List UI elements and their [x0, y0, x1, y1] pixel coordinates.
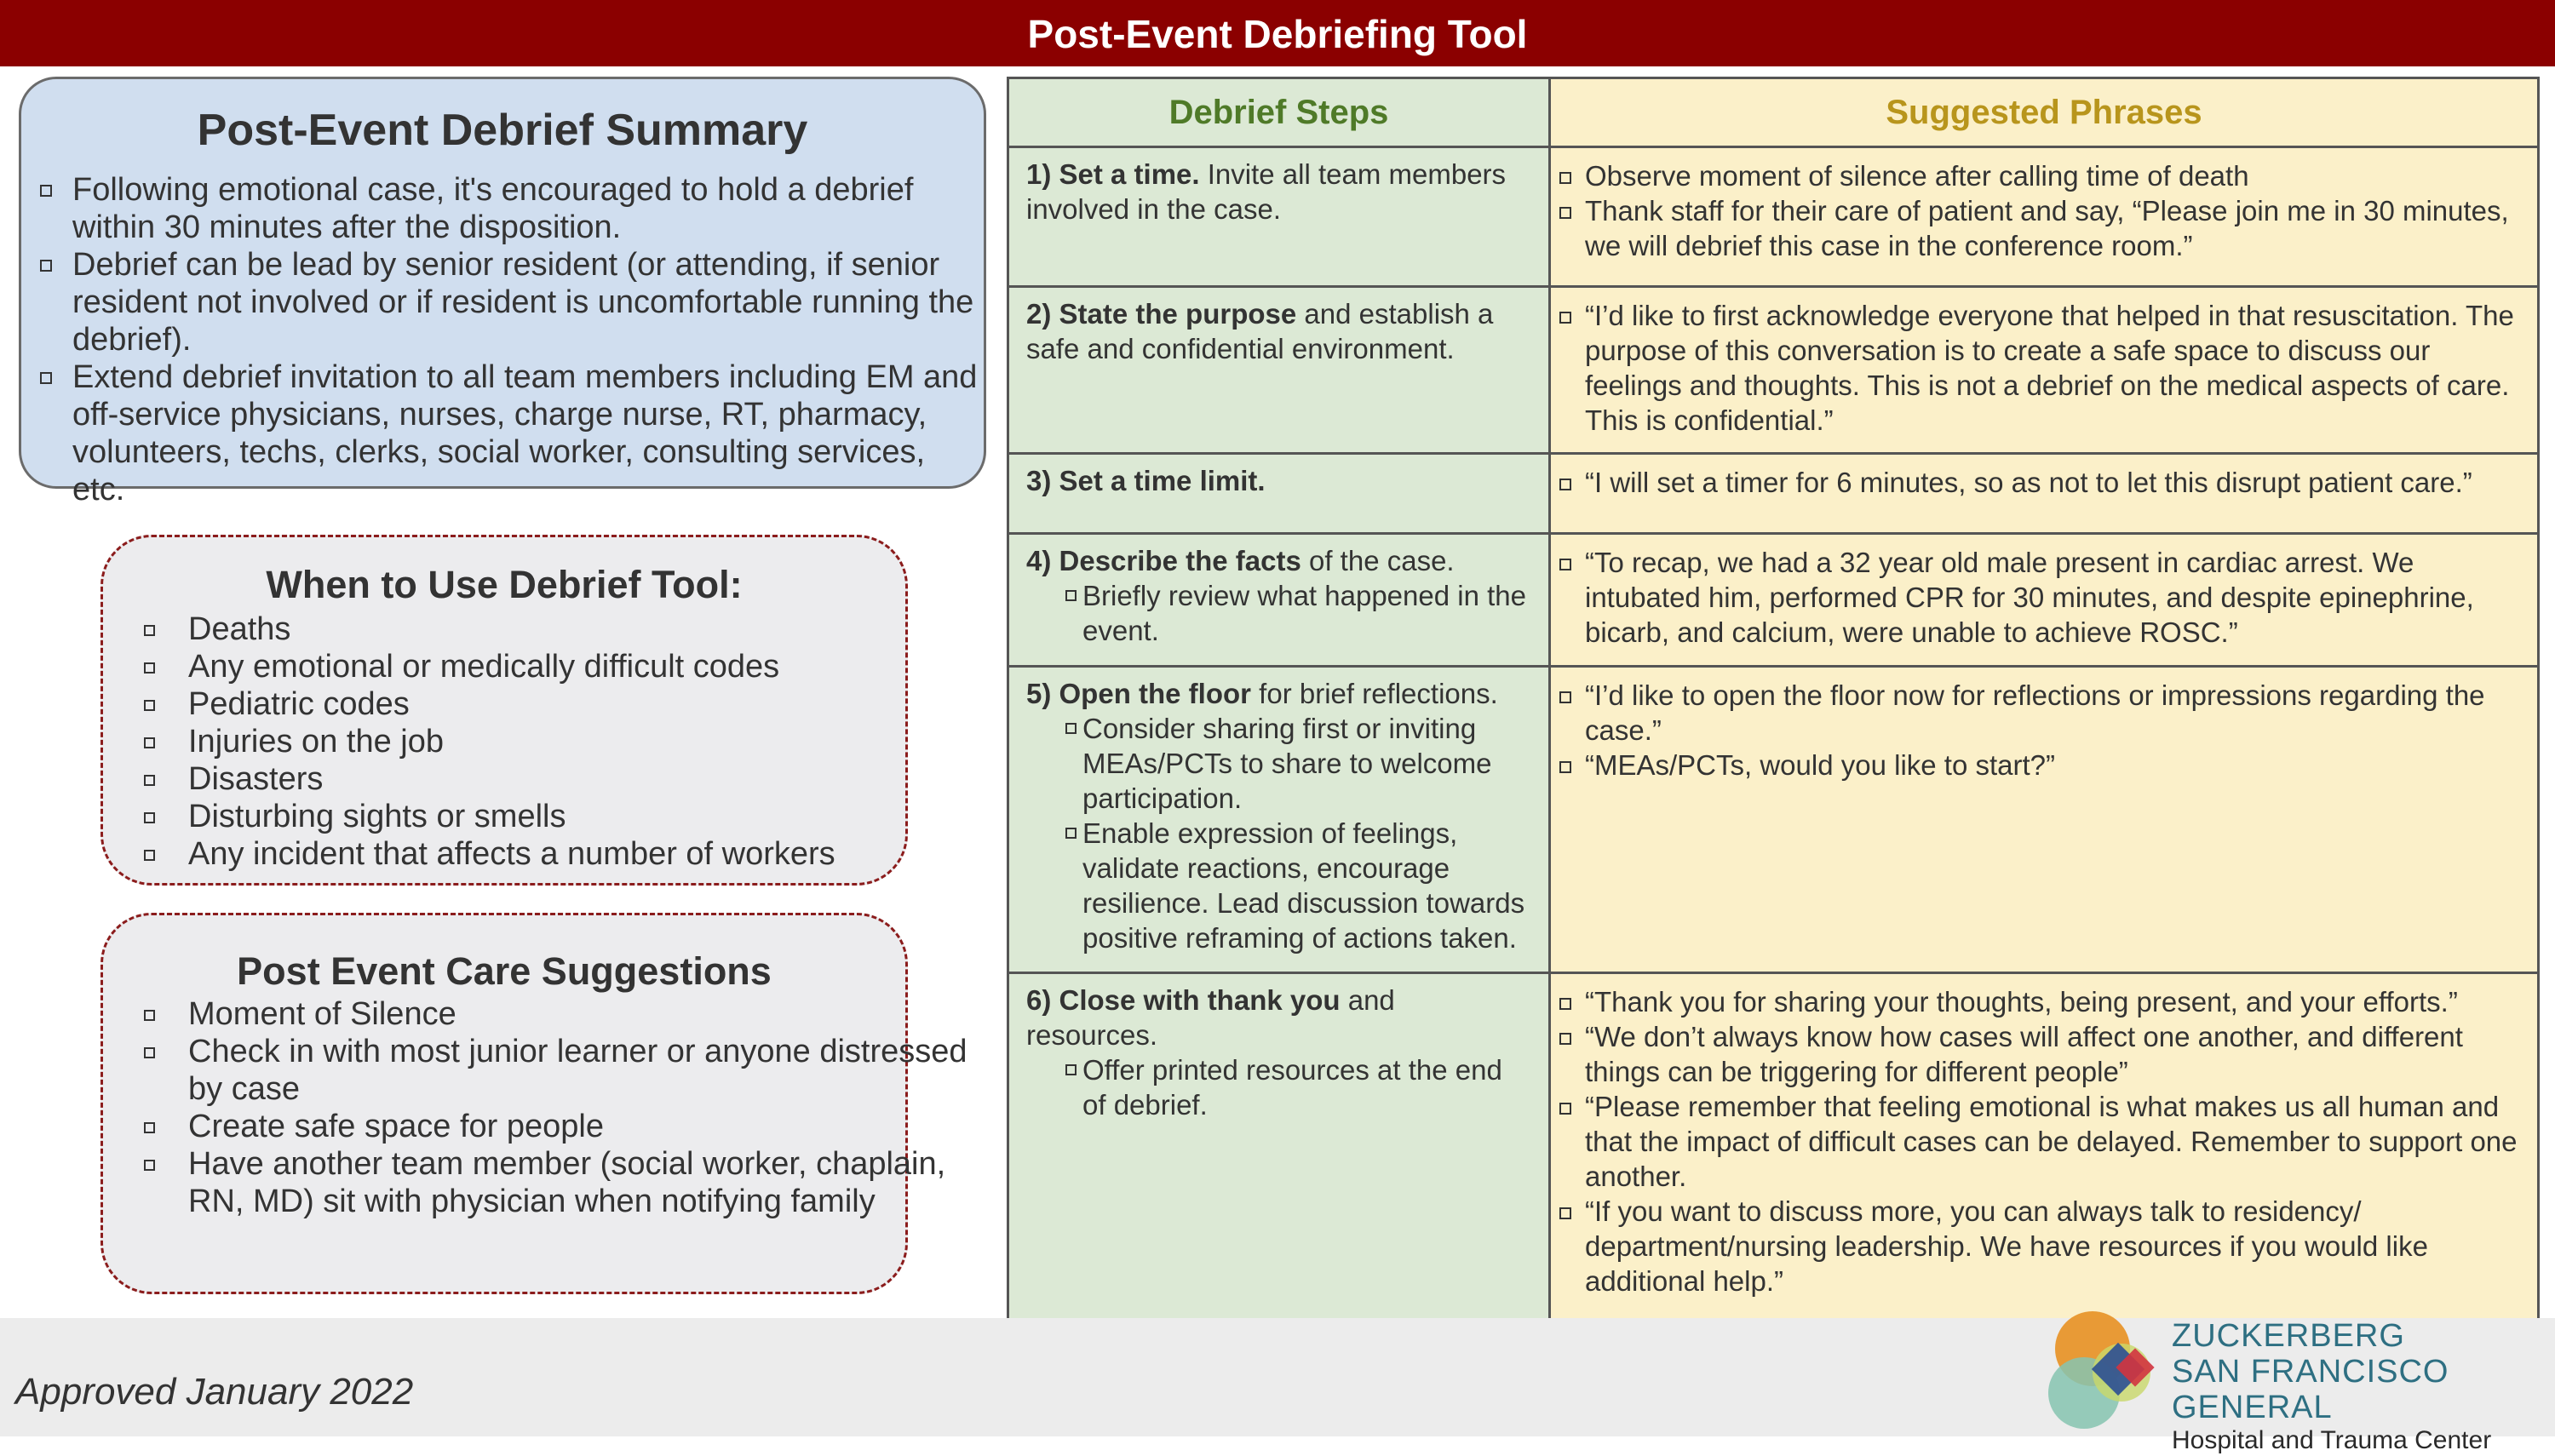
summary-heading: Post-Event Debrief Summary [197, 106, 808, 155]
checkbox-icon [144, 1047, 155, 1058]
list-item: Create safe space for people [188, 1108, 972, 1145]
steps-header: Debrief Steps [1008, 78, 1550, 147]
table-row [1008, 534, 2539, 667]
summary-item: Following emotional case, it's encouraged to hold a debrief within 30 minutes after the disposition. [72, 171, 979, 246]
step-cell [1008, 287, 1550, 454]
table-row [1008, 147, 2539, 287]
phrase-item: “If you want to discuss more, you can always talk to residency/ department/nursing leadership. We have resources if you would like additional help.” [1559, 1194, 2527, 1298]
step-text: and establish a safe and confidential environment. [1026, 298, 1494, 364]
step-text: of the case. [1300, 545, 1455, 576]
step-cell [1008, 667, 1550, 973]
checkbox-icon [1559, 1103, 1571, 1115]
summary-item: Debrief can be lead by senior resident (or attending, if senior resident not involved or if resident is uncomfortable running the debrief). [72, 246, 979, 358]
step-cell [1008, 534, 1550, 667]
step-cell [1008, 973, 1550, 1324]
phrase-cell [1550, 454, 2539, 534]
step-title: 5) Open the floor [1026, 678, 1251, 709]
checkbox-icon [1559, 559, 1571, 570]
step-text: and resources. [1026, 984, 1395, 1051]
checkbox-icon [1559, 761, 1571, 773]
phrase-cell [1550, 667, 2539, 973]
page-title-bar [0, 0, 2555, 66]
phrase-cell [1550, 534, 2539, 667]
checkbox-icon [1559, 172, 1571, 184]
phrase-cell [1550, 287, 2539, 454]
checkbox-icon [144, 700, 155, 711]
table-row [1008, 667, 2539, 973]
checkbox-icon [40, 185, 52, 197]
care-heading: Post Event Care Suggestions [237, 949, 772, 993]
post-event-care-box [100, 913, 967, 1294]
step-title: 3) Set a time limit. [1026, 465, 1266, 496]
phrase-item: “Thank you for sharing your thoughts, being present, and your efforts.” [1559, 984, 2527, 1019]
phrase-item: “MEAs/PCTs, would you like to start?” [1559, 748, 2527, 782]
checkbox-icon [1559, 207, 1571, 219]
list-item: Disturbing sights or smells [188, 798, 972, 835]
when-list [188, 610, 972, 873]
checkbox-icon [144, 1010, 155, 1021]
checkbox-icon [40, 260, 52, 272]
list-item: Deaths [188, 610, 972, 648]
phrase-cell [1550, 147, 2539, 287]
step-cell [1008, 147, 1550, 287]
phrase-item: “I’d like to first acknowledge everyone that helped in that resuscitation. The purpose of this conversation is to create a safe space to discuss our feelings and thoughts. This is not a debrief on the medical aspects of care. This is confidential.” [1559, 298, 2527, 438]
phrase-item: “Please remember that feeling emotional is what makes us all human and that the impact of difficult cases can be delayed. Remember to support one another. [1559, 1089, 2527, 1194]
step-sub-item: Consider sharing first or inviting MEAs/PCTs to share to welcome participation. [1026, 711, 1533, 816]
care-list [188, 995, 972, 1220]
checkbox-icon [1559, 691, 1571, 703]
step-sub-item: Briefly review what happened in the event. [1026, 578, 1533, 648]
checkbox-icon [40, 372, 52, 384]
approval-date: Approved January 2022 [15, 1371, 414, 1413]
checkbox-icon [1559, 1033, 1571, 1045]
step-title: 4) Describe the facts [1026, 545, 1301, 576]
logo-line-1: ZUCKERBERG [2172, 1318, 2405, 1354]
phrase-item: Thank staff for their care of patient and say, “Please join me in 30 minutes, we will debrief this case in the conference room.” [1559, 193, 2527, 263]
checkbox-icon [144, 812, 155, 823]
checkbox-icon [1559, 479, 1571, 490]
checkbox-icon [144, 737, 155, 748]
table-row [1008, 973, 2539, 1324]
phrase-cell [1550, 973, 2539, 1324]
phrase-item: Observe moment of silence after calling time of death [1559, 158, 2527, 193]
summary-list [72, 171, 979, 508]
table-header-row [1008, 78, 2539, 147]
when-heading: When to Use Debrief Tool: [266, 563, 743, 606]
list-item: Have another team member (social worker, chaplain, RN, MD) sit with physician when notifying family [188, 1145, 972, 1220]
list-item: Any emotional or medically difficult codes [188, 648, 972, 685]
checkbox-icon [144, 662, 155, 674]
checkbox-icon [144, 775, 155, 786]
checkbox-icon [1559, 998, 1571, 1010]
step-cell [1008, 454, 1550, 534]
checkbox-icon [1065, 1064, 1077, 1075]
checkbox-icon [144, 625, 155, 636]
checkbox-icon [1559, 312, 1571, 324]
logo-line-3: Hospital and Trauma Center [2172, 1426, 2492, 1454]
checkbox-icon [144, 1122, 155, 1133]
list-item: Pediatric codes [188, 685, 972, 723]
step-sub-item: Enable expression of feelings, validate reactions, encourage resilience. Lead discussion towards positive reframing of actions taken. [1026, 816, 1533, 955]
page-title: Post-Event Debriefing Tool [1027, 12, 1528, 56]
debrief-table [1007, 77, 2540, 1325]
when-to-use-box [100, 535, 908, 886]
table-row [1008, 454, 2539, 534]
hospital-logo-icon [2040, 1304, 2167, 1432]
list-item: Check in with most junior learner or anyone distressed by case [188, 1033, 972, 1108]
step-sub-item: Offer printed resources at the end of debrief. [1026, 1052, 1533, 1122]
checkbox-icon [144, 1160, 155, 1171]
list-item: Moment of Silence [188, 995, 972, 1033]
checkbox-icon [1065, 723, 1077, 734]
step-text: Invite all team members involved in the case. [1026, 158, 1507, 225]
list-item: Injuries on the job [188, 723, 972, 760]
table-row [1008, 287, 2539, 454]
summary-item: Extend debrief invitation to all team members including EM and off-service physicians, nurses, charge nurse, RT, pharmacy, volunteers, techs, clerks, social worker, consulting services, etc. [72, 358, 979, 508]
phrase-item: “To recap, we had a 32 year old male present in cardiac arrest. We intubated him, performed CPR for 30 minutes, and despite epinephrine, bicarb, and calcium, were unable to achieve ROSC.” [1559, 545, 2527, 650]
phrase-item: “I’d like to open the floor now for reflections or impressions regarding the case.” [1559, 678, 2527, 748]
step-title: 1) Set a time. [1026, 158, 1200, 190]
step-text: for brief reflections. [1251, 678, 1498, 709]
checkbox-icon [144, 850, 155, 861]
checkbox-icon [1065, 828, 1077, 839]
step-title: 2) State the purpose [1026, 298, 1297, 330]
logo-line-2: SAN FRANCISCO GENERAL [2172, 1354, 2449, 1425]
list-item: Any incident that affects a number of workers [188, 835, 972, 873]
step-title: 6) Close with thank you [1026, 984, 1341, 1016]
list-item: Disasters [188, 760, 972, 798]
hospital-logo-text [2172, 1318, 2555, 1456]
debrief-summary-box [19, 77, 986, 507]
checkbox-icon [1559, 1207, 1571, 1219]
phrases-header: Suggested Phrases [1550, 78, 2539, 147]
phrase-item: “I will set a timer for 6 minutes, so as not to let this disrupt patient care.” [1559, 465, 2527, 500]
checkbox-icon [1065, 590, 1077, 601]
phrase-item: “We don’t always know how cases will affect one another, and different things can be triggering for different people” [1559, 1019, 2527, 1089]
